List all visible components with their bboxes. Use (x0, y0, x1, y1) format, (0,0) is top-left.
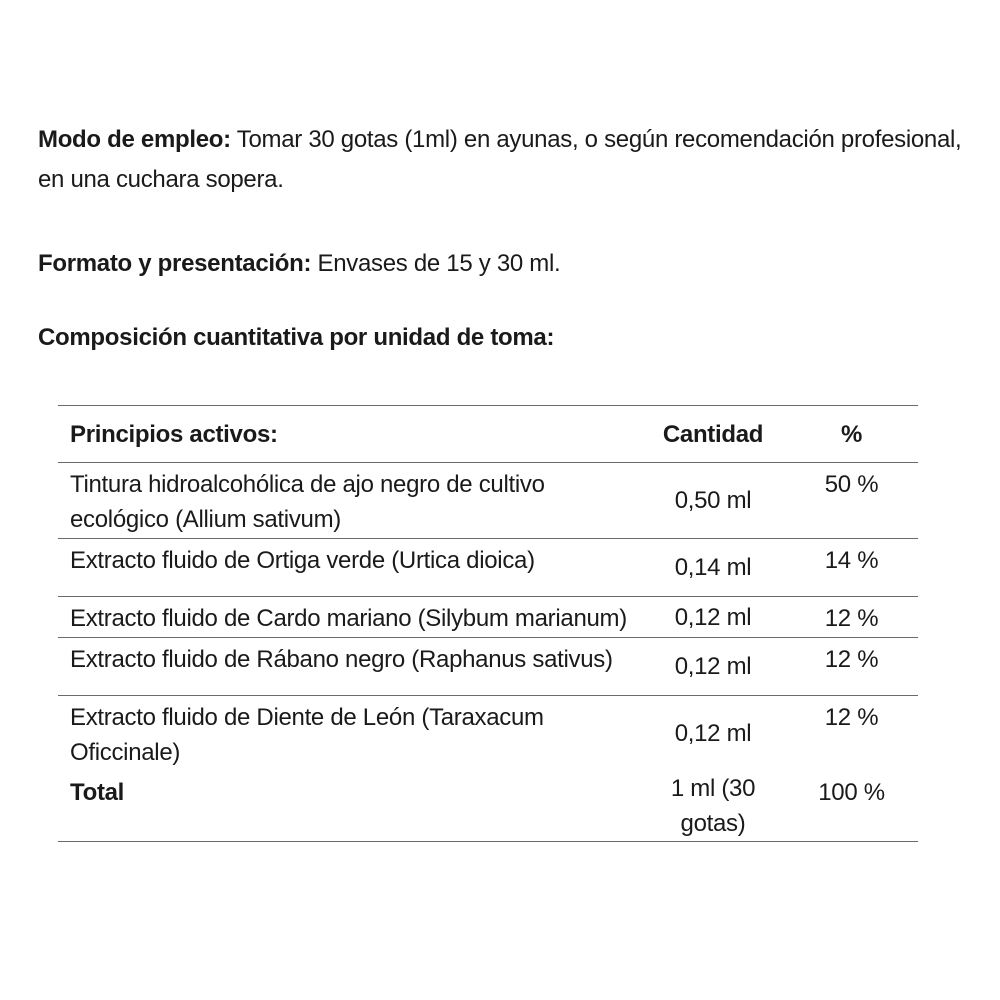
total-label: Total (58, 771, 641, 842)
ingredient-quantity: 0,50 ml (641, 463, 785, 539)
ingredient-quantity: 0,12 ml (674, 720, 752, 747)
table-row (58, 463, 918, 539)
total-percent: 100 % (785, 771, 918, 842)
table-row (58, 597, 918, 638)
table-row (58, 638, 918, 696)
ingredient-percent: 12 % (824, 704, 879, 731)
ingredient-quantity: 0,14 ml (641, 539, 785, 597)
format-paragraph (38, 244, 963, 284)
ingredient-name: Extracto fluido de Cardo mariano (Silybum marianum) (58, 597, 641, 638)
composition-table (58, 405, 918, 842)
ingredient-percent: 14 % (785, 539, 918, 597)
ingredient-percent: 12 % (785, 597, 918, 638)
usage-text: Tomar 30 gotas (1ml) en ayunas, o según recomendación profesional, en una cuchara sopera. (38, 126, 962, 193)
composition-heading: Composición cuantitativa por unidad de toma: (38, 324, 555, 351)
ingredient-name: Tintura hidroalcohólica de ajo negro de cultivo ecológico (Allium sativum) (58, 463, 641, 539)
ingredient-percent: 50 % (785, 463, 918, 539)
format-label: Formato y presentación: (38, 250, 312, 277)
header-percent: % (785, 406, 918, 463)
total-quantity: 1 ml (30 gotas) (641, 771, 785, 842)
total-row (58, 771, 918, 842)
table-row (58, 696, 918, 772)
table-header-row (58, 406, 918, 463)
ingredient-quantity: 0,12 ml (641, 597, 785, 638)
ingredient-name: Extracto fluido de Diente de León (Taraxacum Oficcinale) (70, 704, 544, 766)
usage-paragraph (38, 120, 963, 200)
ingredient-name: Extracto fluido de Rábano negro (Raphanus sativus) (58, 638, 641, 696)
header-active-principles: Principios activos: (58, 406, 641, 463)
usage-label: Modo de empleo: (38, 126, 231, 153)
ingredient-name: Extracto fluido de Ortiga verde (Urtica dioica) (58, 539, 641, 597)
ingredient-percent: 12 % (785, 638, 918, 696)
format-text: Envases de 15 y 30 ml. (311, 250, 561, 277)
header-quantity: Cantidad (641, 406, 785, 463)
table-row (58, 539, 918, 597)
ingredient-quantity: 0,12 ml (641, 638, 785, 696)
